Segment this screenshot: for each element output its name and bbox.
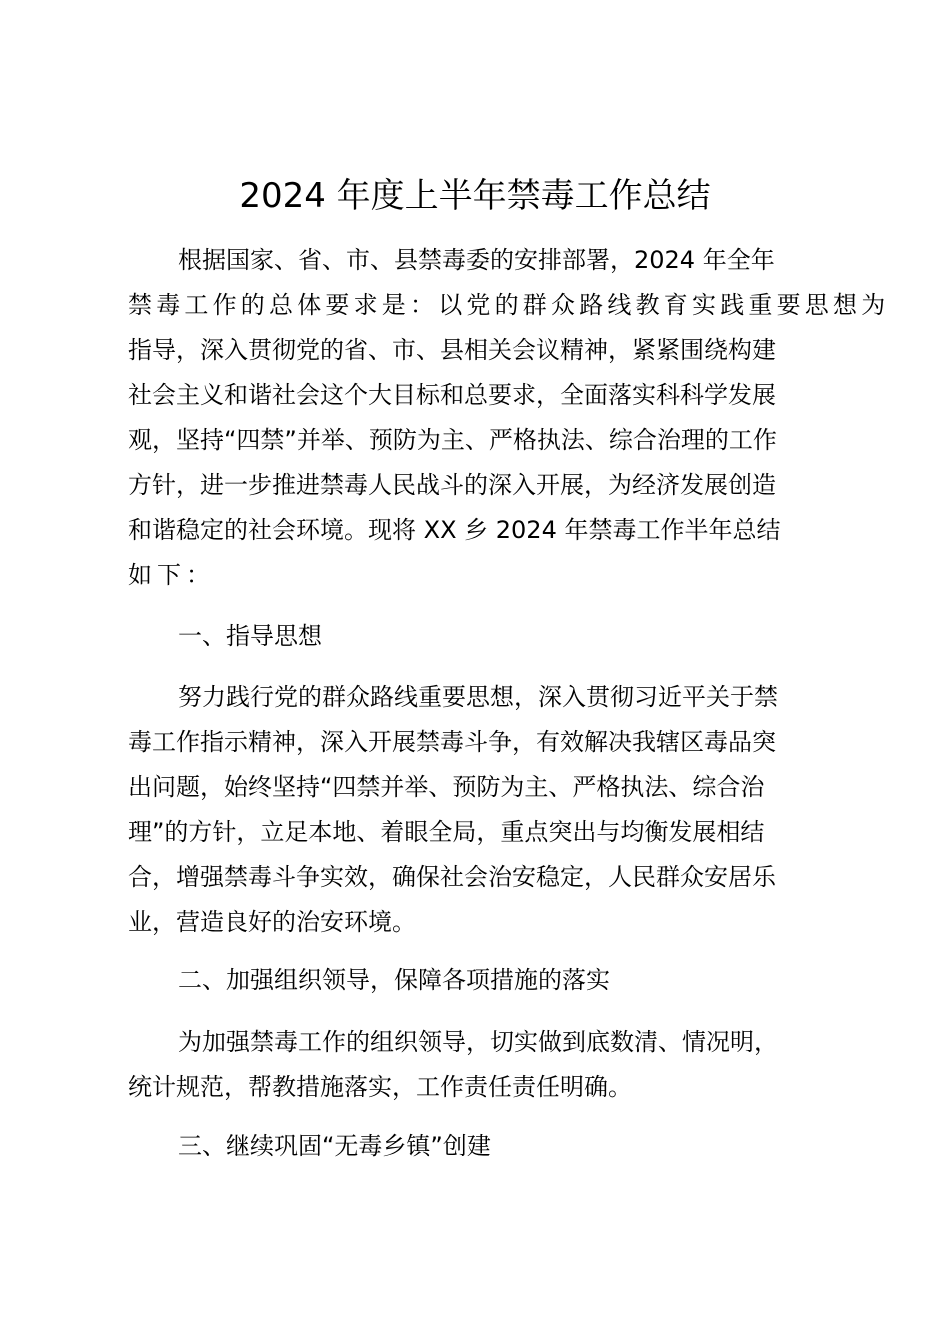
intro-line: 社会主义和谐社会这个大目标和总要求，全面落实科科学发展 [128,381,776,409]
intro-line: 如下： [128,561,215,589]
section-heading-1: 一、指导思想 [178,622,322,650]
section2-line: 统计规范，帮教措施落实，工作责任责任明确。 [128,1073,632,1101]
section1-line: 毒工作指示精神，深入开展禁毒斗争，有效解决我辖区毒品突 [128,728,776,756]
intro-line: 观，坚持“四禁”并举、预防为主、严格执法、综合治理的工作 [128,426,777,454]
section1-line: 努力践行党的群众路线重要思想，深入贯彻习近平关于禁 [178,683,778,711]
section1-line: 出问题，始终坚持“四禁并举、预防为主、严格执法、综合治 [128,773,765,801]
section1-line: 合，增强禁毒斗争实效，确保社会治安稳定，人民群众安居乐 [128,863,776,891]
document-title: 2024 年度上半年禁毒工作总结 [239,176,711,216]
intro-line: 方针，进一步推进禁毒人民战斗的深入开展，为经济发展创造 [128,471,776,499]
section2-line: 为加强禁毒工作的组织领导，切实做到底数清、情况明， [178,1028,778,1056]
section-heading-3: 三、继续巩固“无毒乡镇”创建 [178,1132,491,1160]
intro-line: 和谐稳定的社会环境。现将 XX 乡 2024 年禁毒工作半年总结 [128,516,781,544]
section1-line: 业，营造良好的治安环境。 [128,908,416,936]
intro-line: 根据国家、省、市、县禁毒委的安排部署，2024 年全年 [178,246,775,274]
intro-line: 指导，深入贯彻党的省、市、县相关会议精神，紧紧围绕构建 [128,336,776,364]
section1-line: 理”的方针，立足本地、着眼全局，重点突出与均衡发展相结 [128,818,765,846]
section-heading-2: 二、加强组织领导，保障各项措施的落实 [178,966,610,994]
intro-line: 禁毒工作的总体要求是：以党的群众路线教育实践重要思想为 [128,291,890,319]
